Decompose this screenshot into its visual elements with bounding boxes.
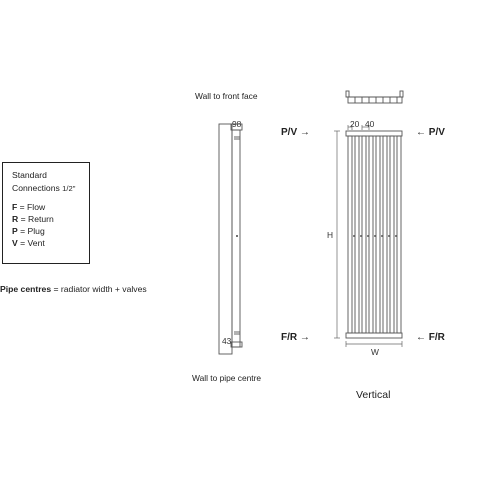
radiator-tube xyxy=(362,136,366,333)
tube-dimension-label: 40 xyxy=(365,119,375,129)
radiator-tube xyxy=(383,136,387,333)
side-profile-outer xyxy=(219,124,232,354)
wall-to-front-face-label: Wall to front face xyxy=(195,91,258,101)
front-bottom-header xyxy=(346,333,402,338)
pipe-dimension-label: 43 xyxy=(222,336,232,346)
legend-title-line1: Standard xyxy=(12,170,47,180)
gap-dimension-label: 20 xyxy=(350,119,360,129)
depth-dimension-label: 98 xyxy=(232,119,242,129)
vertical-caption: Vertical xyxy=(356,389,391,401)
radiator-tube xyxy=(376,136,380,333)
top-right-connection-label: ← P/V xyxy=(416,127,445,138)
side-profile-view xyxy=(219,124,242,354)
legend-item-return: R = Return xyxy=(12,214,54,224)
legend-title-line2: Connections xyxy=(12,182,60,193)
height-label: H xyxy=(327,230,334,240)
legend-size-fraction: 1/2" xyxy=(62,183,76,193)
width-label: W xyxy=(371,347,379,357)
legend-item-vent: V = Vent xyxy=(12,238,45,248)
wall-to-pipe-centre-label: Wall to pipe centre xyxy=(192,373,262,383)
top-plan-view xyxy=(346,91,403,103)
radiator-tube xyxy=(348,136,352,333)
front-view xyxy=(346,131,402,338)
front-top-header xyxy=(346,131,402,136)
pipe-centres-label: Pipe centres xyxy=(0,284,52,294)
radiator-tube xyxy=(397,136,401,333)
legend-item-plug: P = Plug xyxy=(12,226,45,236)
radiator-tube xyxy=(390,136,394,333)
radiator-tube xyxy=(369,136,373,333)
bottom-left-connection-label: F/R → xyxy=(281,332,310,343)
side-profile-body xyxy=(232,130,240,347)
pipe-centres-text: = radiator width + valves xyxy=(51,284,147,294)
bottom-right-connection-label: ← F/R xyxy=(416,332,445,343)
legend-item-flow: F = Flow xyxy=(12,202,46,212)
top-left-connection-label: P/V → xyxy=(281,127,310,138)
top-plan-bar xyxy=(348,97,402,103)
radiator-tube xyxy=(355,136,359,333)
